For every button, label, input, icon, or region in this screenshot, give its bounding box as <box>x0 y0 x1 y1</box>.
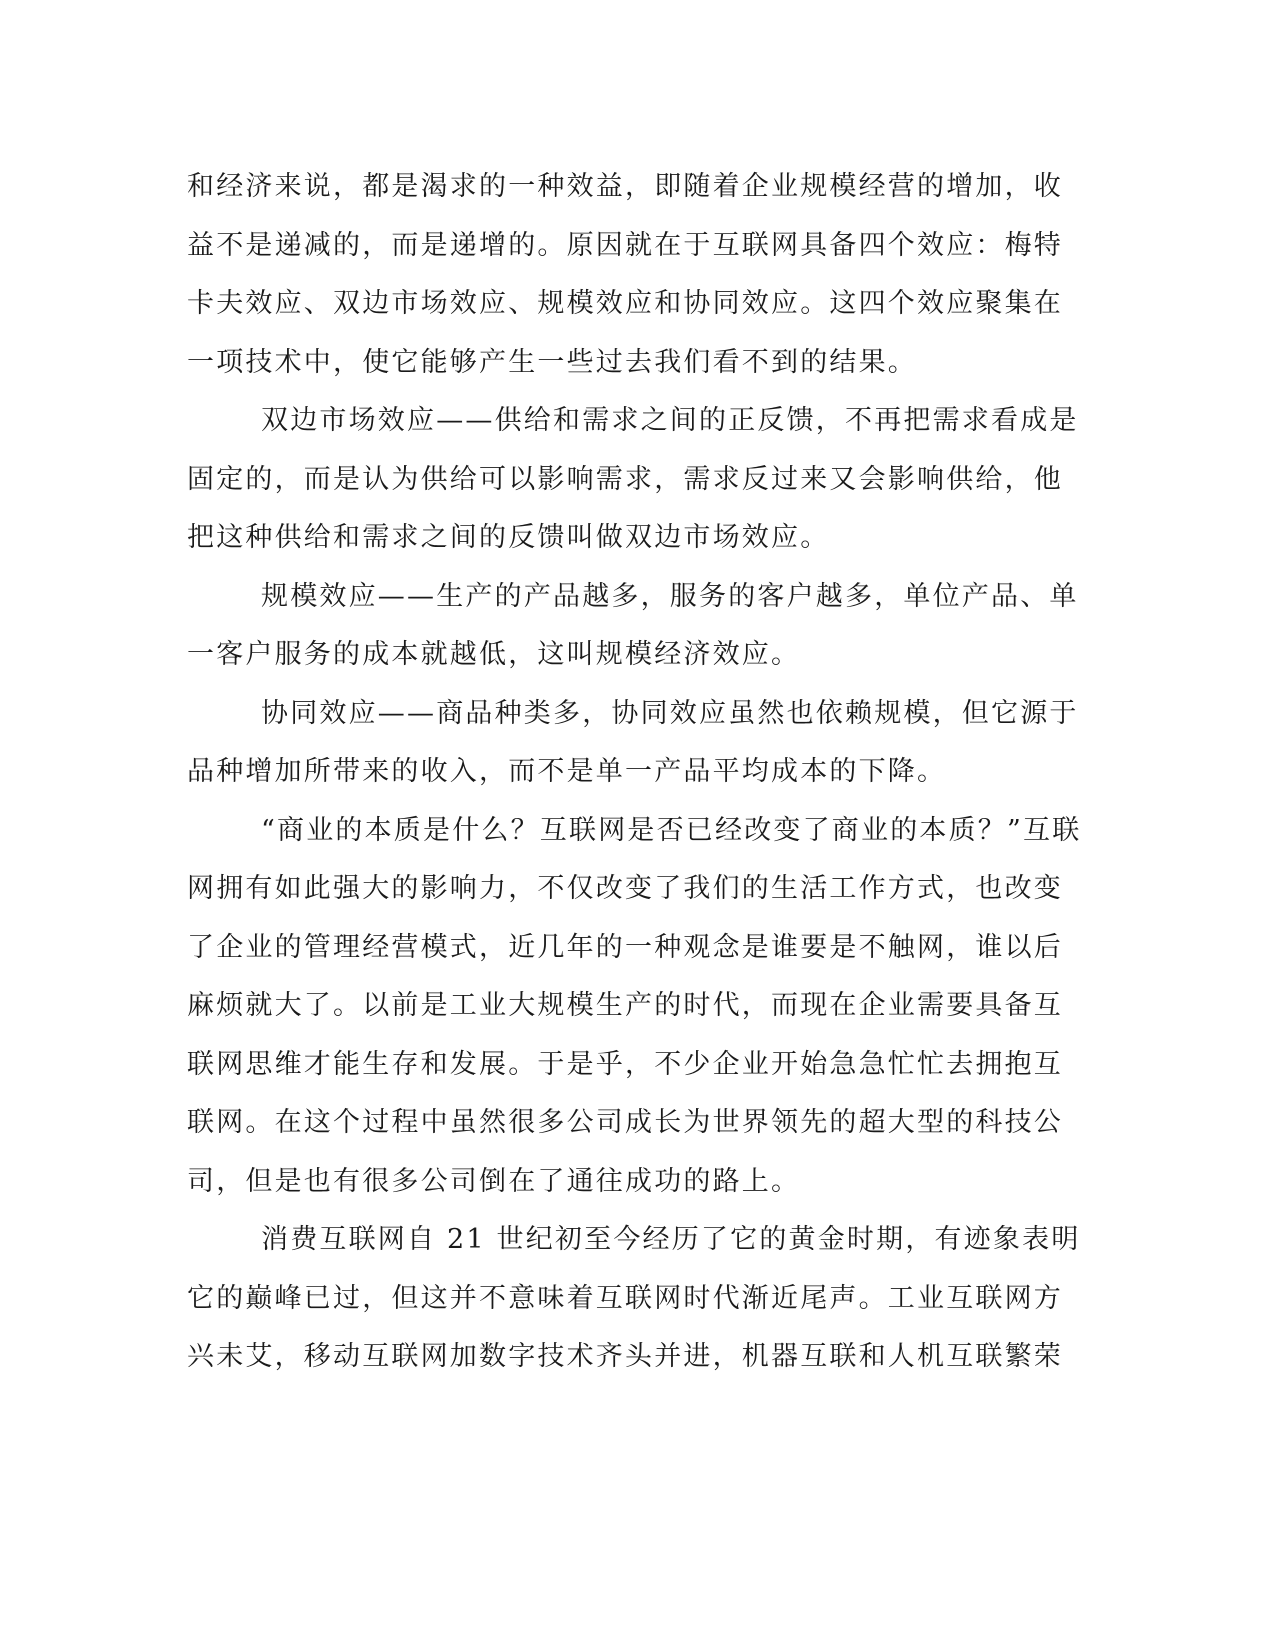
paragraph-line: “商业的本质是什么？互联网是否已经改变了商业的本质？”互联 <box>261 814 1082 846</box>
paragraph-line: 司，但是也有很多公司倒在了通往成功的路上。 <box>187 1165 801 1197</box>
paragraph-6 <box>187 1211 1081 1387</box>
paragraph-line: 和经济来说，都是渴求的一种效益，即随着企业规模经营的增加，收 <box>187 171 1063 202</box>
paragraph-line: 规模效应——生产的产品越多，服务的客户越多，单位产品、单 <box>261 580 1079 612</box>
paragraph-line: 联网思维才能生存和发展。于是乎，不少企业开始急急忙忙去拥抱互 <box>187 1048 1063 1080</box>
paragraph-line: 联网。在这个过程中虽然很多公司成长为世界领先的超大型的科技公 <box>187 1107 1063 1138</box>
body-text <box>187 158 1082 1387</box>
paragraph-line: 双边市场效应——供给和需求之间的正反馈，不再把需求看成是 <box>261 405 1079 436</box>
paragraph-line: 网拥有如此强大的影响力，不仅改变了我们的生活工作方式，也改变 <box>187 873 1063 904</box>
paragraph-line: 消费互联网自 21 世纪初至今经历了它的黄金时期，有迹象表明 <box>261 1224 1081 1255</box>
paragraph-line: 一项技术中，使它能够产生一些过去我们看不到的结果。 <box>187 346 917 378</box>
paragraph-4 <box>187 685 1079 802</box>
paragraph-5 <box>187 802 1082 1212</box>
paragraph-line: 卡夫效应、双边市场效应、规模效应和协同效应。这四个效应聚集在 <box>187 288 1063 319</box>
paragraph-line: 把这种供给和需求之间的反馈叫做双边市场效应。 <box>187 522 830 553</box>
paragraph-line: 品种增加所带来的收入，而不是单一产品平均成本的下降。 <box>187 756 947 787</box>
paragraph-line: 协同效应——商品种类多，协同效应虽然也依赖规模，但它源于 <box>261 697 1079 729</box>
paragraph-1 <box>187 158 1067 392</box>
paragraph-line: 固定的，而是认为供给可以影响需求，需求反过来又会影响供给，他 <box>187 463 1063 495</box>
paragraph-line: 它的巅峰已过，但这并不意味着互联网时代渐近尾声。工业互联网方 <box>187 1282 1063 1314</box>
paragraph-line: 兴未艾，移动互联网加数字技术齐头并进，机器互联和人机互联繁荣 <box>187 1341 1063 1372</box>
paragraph-2 <box>187 392 1079 568</box>
paragraph-line: 益不是递减的，而是递增的。原因就在于互联网具备四个效应：梅特 <box>187 229 1063 261</box>
paragraph-line: 一客户服务的成本就越低，这叫规模经济效应。 <box>187 639 801 670</box>
paragraph-line: 麻烦就大了。以前是工业大规模生产的时代，而现在企业需要具备互 <box>187 990 1063 1021</box>
paragraph-3 <box>187 568 1079 685</box>
paragraph-line: 了企业的管理经营模式，近几年的一种观念是谁要是不触网，谁以后 <box>187 931 1063 963</box>
